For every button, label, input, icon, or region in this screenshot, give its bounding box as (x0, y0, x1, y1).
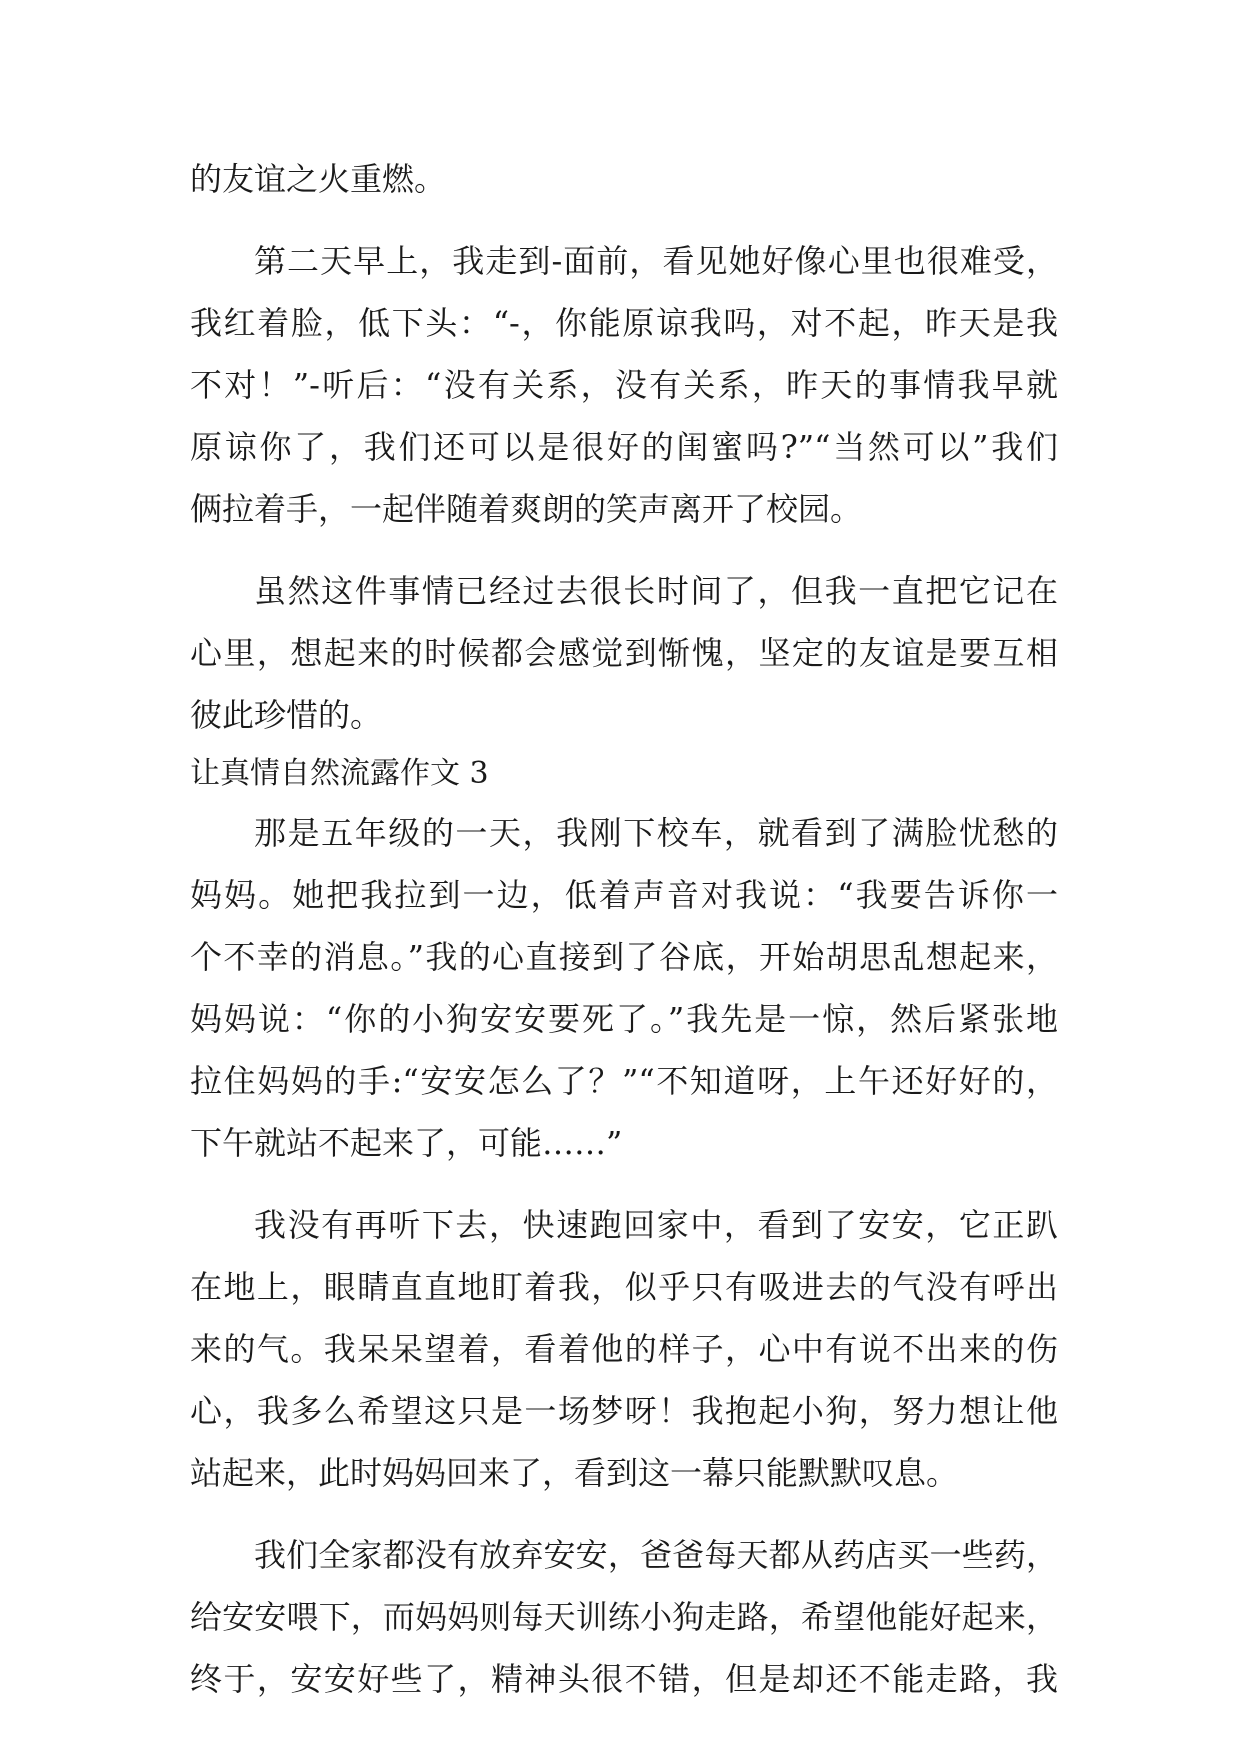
paragraph-line: 来的气。我呆呆望着，看着他的样子，心中有说不出来的伤 (190, 1330, 1058, 1368)
paragraph-line: 在地上，眼睛直直地盯着我，似乎只有吸进去的气没有呼出 (190, 1268, 1058, 1306)
paragraph-line: 给安安喂下，而妈妈则每天训练小狗走路，希望他能好起来， (190, 1598, 1058, 1636)
paragraph-line: 我红着脸，低下头：“-，你能原谅我吗，对不起，昨天是我 (190, 304, 1058, 342)
paragraph-line: 不对！”-听后：“没有关系，没有关系，昨天的事情我早就 (190, 366, 1058, 404)
paragraph-line: 妈妈。她把我拉到一边，低着声音对我说：“我要告诉你一 (190, 876, 1058, 914)
section-heading: 让真情自然流露作文 3 (190, 756, 489, 791)
paragraph-line: 心，我多么希望这只是一场梦呀！我抱起小狗，努力想让他 (190, 1392, 1058, 1430)
paragraph-line: 下午就站不起来了，可能……” (190, 1124, 623, 1162)
paragraph-line: 我们全家都没有放弃安安，爸爸每天都从药店买一些药， (254, 1536, 1058, 1574)
paragraph-line: 心里，想起来的时候都会感觉到惭愧，坚定的友谊是要互相 (190, 634, 1058, 672)
paragraph-line: 终于，安安好些了，精神头很不错，但是却还不能走路，我 (190, 1660, 1058, 1698)
document-body (190, 148, 1058, 1710)
paragraph-line: 妈妈说：“你的小狗安安要死了。”我先是一惊，然后紧张地 (190, 1000, 1058, 1038)
paragraph-line: 俩拉着手，一起伴随着爽朗的笑声离开了校园。 (190, 490, 863, 528)
paragraph-line: 个不幸的消息。”我的心直接到了谷底，开始胡思乱想起来， (190, 938, 1058, 976)
paragraph-line: 第二天早上，我走到-面前，看见她好像心里也很难受， (254, 242, 1058, 280)
paragraph-line: 站起来，此时妈妈回来了，看到这一幕只能默默叹息。 (190, 1454, 959, 1492)
paragraph-line: 那是五年级的一天，我刚下校车，就看到了满脸忧愁的 (254, 814, 1058, 852)
paragraph-line: 拉住妈妈的手:“安安怎么了？”“不知道呀，上午还好好的， (190, 1062, 1058, 1100)
paragraph-line: 彼此珍惜的。 (190, 696, 383, 734)
paragraph-line: 原谅你了，我们还可以是很好的闺蜜吗?”“当然可以”我们 (190, 428, 1058, 466)
paragraph-line: 虽然这件事情已经过去很长时间了，但我一直把它记在 (254, 572, 1058, 610)
paragraph-line: 我没有再听下去，快速跑回家中，看到了安安，它正趴 (254, 1206, 1058, 1244)
paragraph-line: 的友谊之火重燃。 (190, 160, 447, 198)
